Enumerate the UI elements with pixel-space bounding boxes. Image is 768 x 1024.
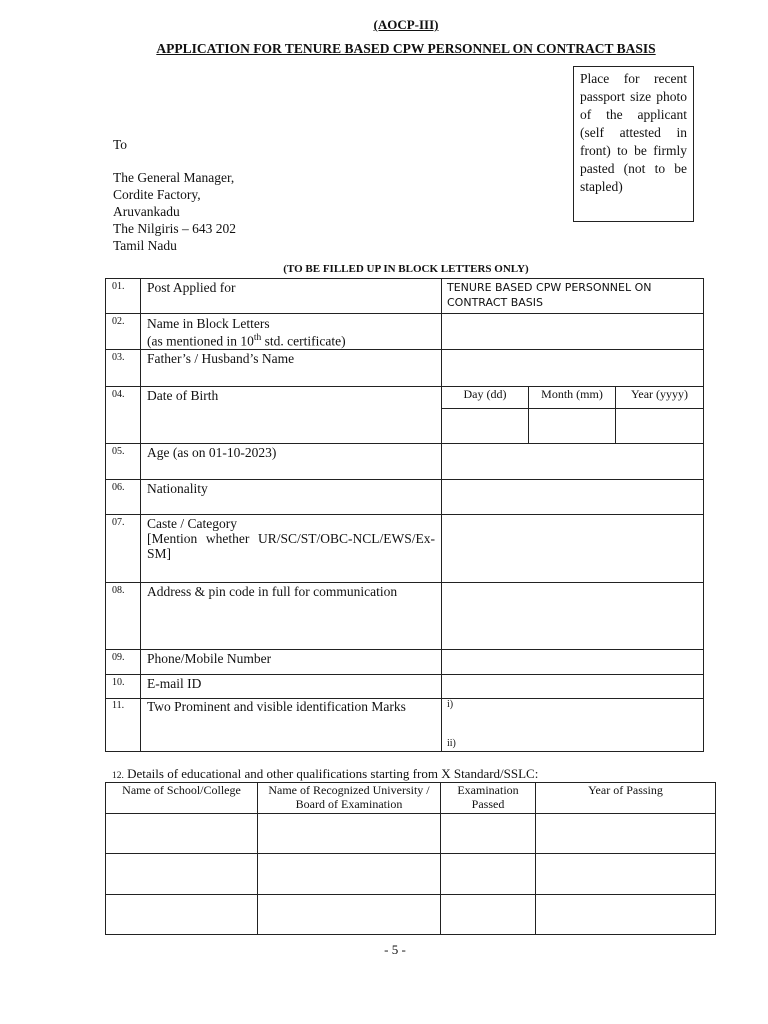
row-number: 03. <box>112 352 125 363</box>
name-field[interactable] <box>442 314 703 349</box>
block-letters-instruction: (TO BE FILLED UP IN BLOCK LETTERS ONLY) <box>283 263 529 275</box>
row-number: 01. <box>112 281 125 292</box>
form-title: APPLICATION FOR TENURE BASED CPW PERSONNEL ON CONTRACT BASIS <box>156 41 656 56</box>
university-cell[interactable] <box>258 854 440 894</box>
dob-year-field[interactable] <box>616 409 703 443</box>
education-heading <box>112 766 538 782</box>
row-number: 05. <box>112 446 125 457</box>
address-line: Tamil Nadu <box>113 238 177 253</box>
id-marks-label: Two Prominent and visible identification Marks <box>147 699 406 714</box>
name-note-sup: th <box>253 333 262 343</box>
address-label: Address & pin code in full for communication <box>147 584 398 599</box>
to-label: To <box>113 137 128 152</box>
dob-month-header: Month (mm) <box>541 387 603 401</box>
address-line: The Nilgiris – 643 202 <box>113 221 236 236</box>
examination-cell[interactable] <box>441 854 535 894</box>
education-heading-text: Details of educational and other qualifications starting from X Standard/SSLC: <box>127 766 539 781</box>
name-note-pre: (as mentioned in 10 <box>147 333 254 349</box>
dob-month-field[interactable] <box>529 409 615 443</box>
column-header-school: Name of School/College <box>122 783 241 797</box>
school-cell[interactable] <box>106 854 257 894</box>
id-mark-2-label: ii) <box>447 738 456 749</box>
dob-day-header: Day (dd) <box>463 387 507 401</box>
father-husband-field[interactable] <box>442 350 703 386</box>
caste-label-text: Caste / Category <box>147 516 237 531</box>
caste-label-note: [Mention whether UR/SC/ST/OBC-NCL/EWS/Ex-SM] <box>147 531 435 561</box>
id-mark-1-label: i) <box>447 699 454 710</box>
address-line: Cordite Factory, <box>113 187 201 202</box>
dob-day-field[interactable] <box>442 409 528 443</box>
dob-label: Date of Birth <box>147 388 219 403</box>
row-number: 07. <box>112 517 125 528</box>
father-husband-label: Father’s / Husband’s Name <box>147 351 295 366</box>
name-label-note <box>147 331 346 349</box>
row-number: 04. <box>112 389 125 400</box>
id-mark-1-field[interactable] <box>460 699 703 723</box>
year-cell[interactable] <box>536 814 715 853</box>
row-number: 02. <box>112 316 125 327</box>
email-field[interactable] <box>442 675 703 698</box>
university-cell[interactable] <box>258 814 440 853</box>
post-applied-value: TENURE BASED CPW PERSONNEL ON CONTRACT BASIS <box>447 281 652 309</box>
examination-cell[interactable] <box>441 814 535 853</box>
column-header-examination: Examination Passed <box>457 783 519 811</box>
nationality-label: Nationality <box>147 481 208 496</box>
examination-cell[interactable] <box>441 895 535 934</box>
column-header-year: Year of Passing <box>588 783 663 797</box>
addressee-block <box>113 169 236 254</box>
university-cell[interactable] <box>258 895 440 934</box>
id-mark-2-field[interactable] <box>460 725 703 750</box>
column-header-university: Name of Recognized University / Board of Examination <box>268 783 430 811</box>
row-number: 09. <box>112 652 125 663</box>
row-number: 06. <box>112 482 125 493</box>
school-cell[interactable] <box>106 895 257 934</box>
address-line: Aruvankadu <box>113 204 180 219</box>
nationality-field[interactable] <box>442 480 703 514</box>
caste-field[interactable] <box>442 515 703 582</box>
name-note-post: std. certificate) <box>261 333 346 349</box>
caste-label <box>147 516 435 561</box>
row-number: 08. <box>112 585 125 596</box>
name-label <box>147 316 346 349</box>
form-code: (AOCP-III) <box>373 17 439 32</box>
page-number: - 5 - <box>384 942 406 957</box>
age-field[interactable] <box>442 444 703 479</box>
row-number: 10. <box>112 677 125 688</box>
post-applied-label: Post Applied for <box>147 280 236 295</box>
address-field[interactable] <box>442 583 703 649</box>
row-number: 11. <box>112 700 125 711</box>
phone-field[interactable] <box>442 650 703 674</box>
name-label-text: Name in Block Letters <box>147 316 270 331</box>
address-line: The General Manager, <box>113 170 235 185</box>
age-label: Age (as on 01-10-2023) <box>147 445 277 460</box>
education-number: 12. <box>112 771 124 781</box>
email-label: E-mail ID <box>147 676 202 691</box>
school-cell[interactable] <box>106 814 257 853</box>
phone-label: Phone/Mobile Number <box>147 651 272 666</box>
year-cell[interactable] <box>536 895 715 934</box>
photo-placeholder: Place for recent passport size photo of the applicant (self attested in front) to be firmly pasted (not to be stapled) <box>573 66 694 222</box>
dob-year-header: Year (yyyy) <box>630 387 689 401</box>
year-cell[interactable] <box>536 854 715 894</box>
